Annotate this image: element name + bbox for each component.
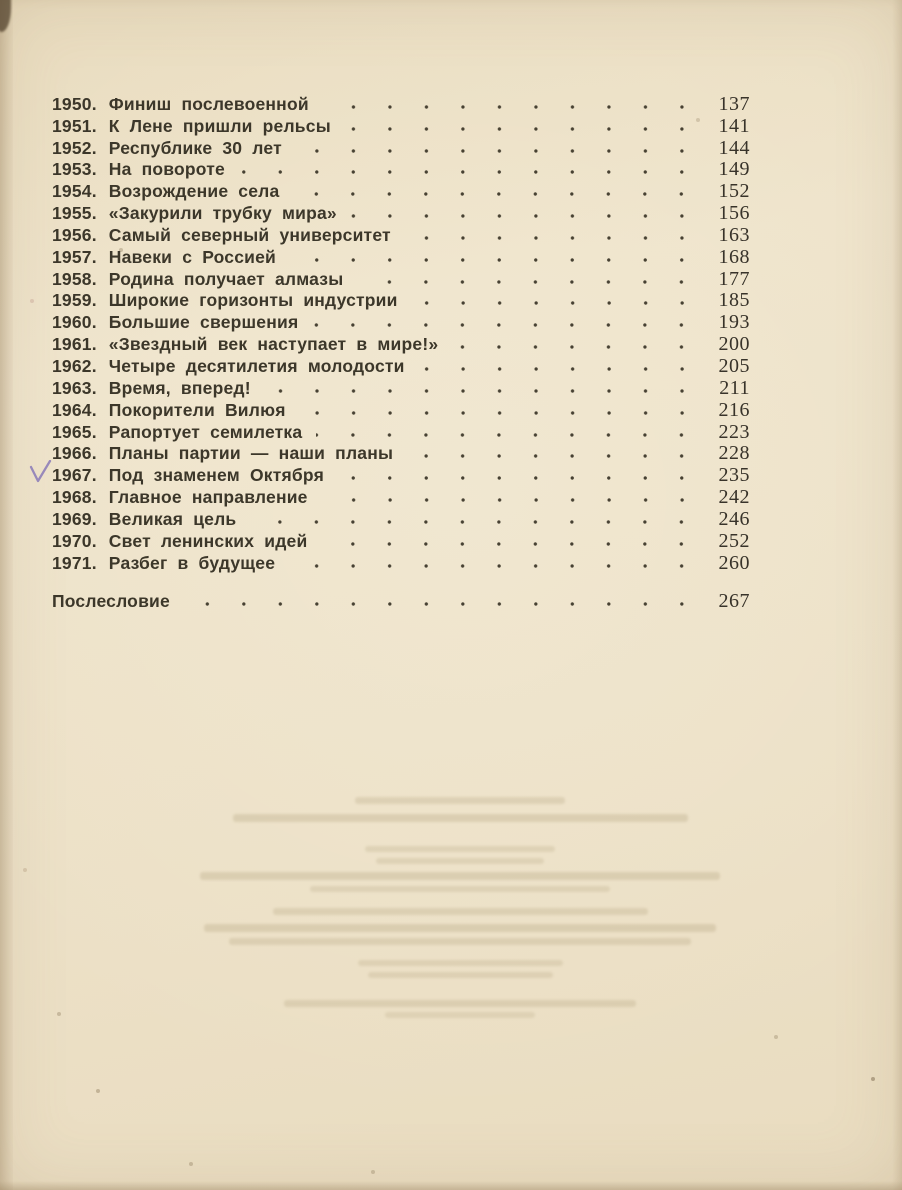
toc-page-number: 211 xyxy=(719,376,750,399)
page-bottom-edge-shadow xyxy=(0,1181,902,1190)
dot-leader xyxy=(290,245,702,267)
toc-title: Возрождение села xyxy=(108,181,280,202)
toc-year: 1955. xyxy=(52,203,97,224)
toc-title: Великая цель xyxy=(108,508,237,529)
toc-page-number: 228 xyxy=(718,442,750,465)
showthrough-line xyxy=(310,886,610,892)
toc-title: Самый северный университет xyxy=(108,224,391,245)
toc-row-afterword xyxy=(52,589,750,611)
toc-page-number: 242 xyxy=(718,486,750,509)
checkmark-icon xyxy=(29,460,53,484)
toc-page-number: 193 xyxy=(718,311,750,334)
dot-leader xyxy=(405,223,702,245)
toc-row xyxy=(52,158,750,180)
dot-leader xyxy=(316,420,702,442)
page-right-edge-shadow xyxy=(892,0,902,1190)
toc-year: 1951. xyxy=(52,115,97,136)
toc-page-number: 205 xyxy=(718,354,750,377)
toc-row xyxy=(52,420,750,442)
toc-title: Республике 30 лет xyxy=(108,137,282,158)
paper-speckles xyxy=(0,0,2,2)
showthrough-line xyxy=(284,1000,636,1007)
dot-leader xyxy=(321,529,702,551)
toc-row xyxy=(52,463,750,485)
toc-page-number: 252 xyxy=(718,529,750,552)
dot-leader xyxy=(250,507,702,529)
dot-leader xyxy=(312,310,702,332)
toc-year: 1964. xyxy=(52,399,97,420)
checkmark-annotation xyxy=(29,460,53,484)
toc-page-number: 144 xyxy=(718,136,750,159)
toc-page-number: 235 xyxy=(718,464,750,487)
toc-row xyxy=(52,551,750,573)
toc-page-number: 168 xyxy=(718,245,750,268)
dot-leader xyxy=(407,442,702,464)
toc-year: 1969. xyxy=(52,508,97,529)
dot-leader xyxy=(412,289,702,311)
toc-year: 1971. xyxy=(52,552,97,573)
dot-leader xyxy=(419,354,702,376)
page-left-edge-shadow xyxy=(0,0,13,1190)
toc-row xyxy=(52,354,750,376)
table-of-contents xyxy=(52,92,750,573)
dot-leader xyxy=(265,376,702,398)
toc-year: 1962. xyxy=(52,355,97,376)
toc-row xyxy=(52,376,750,398)
toc-row xyxy=(52,507,750,529)
toc-row xyxy=(52,136,750,158)
dot-leader xyxy=(322,485,702,507)
toc-title: Покорители Вилюя xyxy=(108,399,286,420)
showthrough-line xyxy=(233,814,688,822)
toc-page-number: 246 xyxy=(718,507,750,530)
toc-title: Главное направление xyxy=(108,487,308,508)
toc-title: Широкие горизонты индустрии xyxy=(108,290,398,311)
dot-leader xyxy=(239,158,702,180)
toc-row xyxy=(52,201,750,223)
toc-page-number: 177 xyxy=(718,267,750,290)
dot-leader xyxy=(351,201,702,223)
toc-row xyxy=(52,310,750,332)
toc-row xyxy=(52,442,750,464)
dot-leader xyxy=(296,136,702,158)
toc-title: Рапортует семилетка xyxy=(108,421,303,442)
toc-year: 1958. xyxy=(52,268,97,289)
toc-year: 1963. xyxy=(52,377,97,398)
showthrough-line xyxy=(204,924,716,932)
showthrough-line xyxy=(200,872,720,880)
toc-page-number: 200 xyxy=(718,333,750,356)
showthrough-line xyxy=(273,908,648,915)
toc-page-number: 163 xyxy=(718,223,750,246)
toc-page-number: 185 xyxy=(718,289,750,312)
showthrough-line xyxy=(376,858,544,864)
toc-year: 1970. xyxy=(52,530,97,551)
toc-year: 1961. xyxy=(52,334,97,355)
toc-row xyxy=(52,245,750,267)
showthrough-line xyxy=(358,960,563,966)
dot-leader xyxy=(293,179,702,201)
toc-title: Время, вперед! xyxy=(108,377,251,398)
toc-title: Большие свершения xyxy=(108,312,299,333)
toc-row xyxy=(52,485,750,507)
toc-title: Планы партии — наши планы xyxy=(108,443,394,464)
toc-year: 1966. xyxy=(52,443,97,464)
toc-year: 1953. xyxy=(52,159,97,180)
toc-page-number: 152 xyxy=(718,180,750,203)
toc-title: Разбег в будущее xyxy=(108,552,276,573)
toc-year: 1967. xyxy=(52,465,97,486)
dot-leader xyxy=(289,551,702,573)
toc-row xyxy=(52,114,750,136)
toc-title: «Закурили трубку мира» xyxy=(108,203,337,224)
toc-year: 1959. xyxy=(52,290,97,311)
dot-leader xyxy=(300,398,702,420)
toc-page-number: 137 xyxy=(718,92,750,115)
toc-page-number: 216 xyxy=(718,398,750,421)
toc-year: 1954. xyxy=(52,181,97,202)
toc-year: 1950. xyxy=(52,93,97,114)
toc-title: «Звездный век наступает в мире!» xyxy=(108,334,439,355)
toc-row xyxy=(52,289,750,311)
toc-row xyxy=(52,332,750,354)
toc-title: Финиш послевоенной xyxy=(108,93,309,114)
toc-year: 1952. xyxy=(52,137,97,158)
dot-leader xyxy=(357,267,702,289)
toc-row xyxy=(52,223,750,245)
showthrough-line xyxy=(355,797,565,804)
showthrough-line xyxy=(368,972,553,978)
dot-leader xyxy=(338,463,702,485)
showthrough-line xyxy=(385,1012,535,1018)
showthrough-line xyxy=(229,938,691,945)
toc-title: На повороте xyxy=(108,159,225,180)
toc-year: 1960. xyxy=(52,312,97,333)
toc-year: 1957. xyxy=(52,246,97,267)
toc-page-number: 267 xyxy=(718,589,750,612)
toc-year: 1956. xyxy=(52,224,97,245)
toc-row xyxy=(52,398,750,420)
toc-page-number: 156 xyxy=(718,202,750,225)
toc-row xyxy=(52,267,750,289)
afterword-block xyxy=(52,589,750,611)
toc-title: Под знаменем Октября xyxy=(108,465,324,486)
toc-title: Родина получает алмазы xyxy=(108,268,344,289)
dot-leader xyxy=(184,589,702,611)
toc-title: Свет ленинских идей xyxy=(108,530,308,551)
toc-title: Навеки с Россией xyxy=(108,246,277,267)
toc-page-number: 149 xyxy=(718,158,750,181)
afterword-label: Послесловие xyxy=(52,590,170,611)
toc-page-number: 223 xyxy=(718,420,750,443)
showthrough-line xyxy=(365,846,555,852)
toc-title: Четыре десятилетия молодости xyxy=(108,355,405,376)
toc-year: 1968. xyxy=(52,487,97,508)
toc-page-number: 260 xyxy=(718,551,750,574)
toc-row xyxy=(52,179,750,201)
dot-leader xyxy=(323,92,702,114)
toc-title: К Лене пришли рельсы xyxy=(108,115,331,136)
toc-year: 1965. xyxy=(52,421,97,442)
toc-row xyxy=(52,92,750,114)
dot-leader xyxy=(452,332,702,354)
toc-row xyxy=(52,529,750,551)
dot-leader xyxy=(345,114,702,136)
toc-page-number: 141 xyxy=(718,114,750,137)
